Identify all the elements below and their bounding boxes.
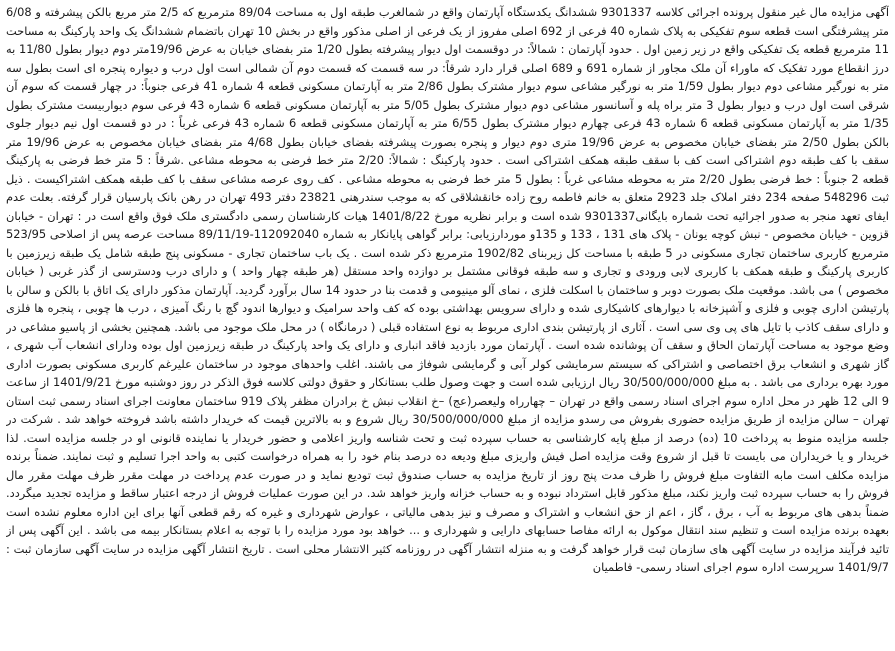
auction-notice-text: آگهی مزایده مال غیر منقول پرونده اجرائی کلاسه 9301337 ششدانگ یکدستگاه آپارتمان واقع در شمالغرب طبقه اول به مساحت 89/04 مترمربع که 2/5 متر مربع بالکن پیشرفته و 6/08 متر پیشرفتگی است قطعه سوم تفکیکی به پلاک شماره 40 فرعی از 692 اصلی مفروز از یک فرعی از اصلی مذکور واقع در بخش 10 تهران باتضمام ششدانگ یک واحد پارکینگ به مساحت 11 مترمربع قطعه یک تفکیکی واقع در زیر زمین اول . حدود آپارتمان : شمالاً: در دوقسمت اول دیوار پیشرفته بطول 1/20 متر بفضای خیابان به عرض 19/96متر دوم دیوار بطول 11/80 به درز انقطاع مورد تفکیک که ماوراء آن ملک مجاور از شماره 691 و 689 اصلی قرار دارد شرقاً: در سه قسمت که قسمت دوم آن شمالی است اول درب و دیواره پنجره ای است بطول سه متر به نورگیر مشاعی دوم دیوار بطول 1/59 متر به نورگیر مشاعی سوم دیوار مشترک بطول 2/86 متر به آپارتمان مسکونی قطعه 4 شماره 41 فرعی جنوباً: در چهار قسمت که سوم آن شرقی است اول درب و دیوار بطول 3 متر براه پله و آسانسور مشاعی دوم دیوار مشترک بطول 5/05 متر به آپارتمان مسکونی قطعه 6 شماره 43 فرعی سوم دیواربیست مشترک بطول 1/35 متر به آپارتمان مسکونی قطعه 6 شماره 43 فرعی چهارم دیوار مشترک بطول 6/55 متر به آپارتمان مسکونی قطعه 6 شماره 43 فرعی غرباً : در دو قسمت اول نیم دیوار جلوی بالکن بطول 2/50 متر بفضای خیابان مخصوص به عرض 19/96 متری دوم دیوار و پنجره بصورت پیشرفته بفضای خیابان بطول 4/68 متر بفضای خیابان مخصوص به عرض 19/96 متر سقف با کف طبقه دوم اشتراکی است کف با سقف طبقه همکف اشتراکی است . حدود پارکینگ : شمالاً: 2/20 متر خط فرضی به محوطه مشاعی .شرقاً : 5 متر خط فرضی به پارکینگ قطعه 2 جنوباً : خط فرضی بطول 2/20 متر به محوطه مشاعی غرباً : بطول 5 متر خط فرضی به محوطه مشاعی . کف روی عرصه مشاعی سقف با کف طبقه همکف اشتراکیست . ذیل ثبت 548296 صفحه 234 دفتر املاک جلد 2923 متعلق به خانم فاطمه روح زاده خانقشلاقی که به موجب سندرهنی 23821 دفتر 493 تهران در رهن بانک پارسیان قرار گرفته. بعلت عدم ایفای تعهد منجر به صدور اجرائیه تحت شماره بایگانی9301337 شده است و برابر نظریه مورخ 1401/8/22 هیات کارشناسان رسمی دادگستری ملک فوق واقع است در : تهران - خیابان قزوین - خیابان مخصوص - نبش کوچه یونان - پلاک های 131 ، 133 و 135و موردارزیابی: برابر گواهی پایانکار به شماره 112092040-89/11/19 مساحت عرصه پس از اصلاحی 523/95 مترمربع کاربری ساختمان تجاری مسکونی در 5 طبقه با مساحت کل زیربنای 1902/82 مترمربع ذکر شده است . یک باب ساختمان تجاری - مسکونی پنج طبقه شامل یک طبقه زیرزمین با کاربری پارکینگ و طبقه همکف با کاربری لابی ورودی و تجاری و سه طبقه فوقانی مشتمل بر دوازده واحد مستقل (هر طبقه چهار واحد ) و دارای درب ودسترسی از گذر غربی ( خیابان مخصوص ) می باشد. موقعیت ملک بصورت دوبر و ساختمان با اسکلت فلزی ، نمای آلو مینیومی و قدمت بنا در حدود 14 سال برآورد گردید. آپارتمان مذکور دارای یک اتاق با بالکن و سالن با پارتیشن اداری چوبی و فلزی و آشپزخانه با دیوارهای کاشیکاری شده و دارای سرویس بهداشتی بوده که کف واحد سرامیک و دیوارها اندود گچ با رنگ آمیزی ، درب ها چوبی ، پنجره ها فلزی و دارای سقف کاذب با تایل های پی وی سی است . آثاری از پارتیشن بندی اداری مربوط به نوع استفاده قبلی ( درمانگاه ) در محل ملک موجود می باشد. همچنین بخشی از پاسیو مشاعی در وضع موجود به مساحت آپارتمان الحاق و سقف آن پوشانده شده است . آپارتمان مورد بازدید فاقد انباری و دارای یک واحد پارکینگ در طبقه زیرزمین اول بوده ودارای انشعاب آب شهری ، گاز شهری و انشعاب برق اختصاصی و اشتراکی که سیستم سرمایشی کولر آبی و گرمایشی شوفاژ می باشند. اغلب واحدهای موجود در ساختمان علیرغم کاربری مسکونی بصورت اداری مورد بهره برداری می باشد . به مبلغ 30/500/000/000 ریال ارزیابی شده است و جهت وصول طلب بستانکار و حقوق دولتی کلاسه فوق الذکر در روز دوشنبه مورخ 1401/9/21 از ساعت 9 الی 12 ظهر در محل اداره سوم اجرای اسناد رسمی واقع در تهران – چهارراه ولیعصر(عج) –خ انقلاب نبش خ برادران مظفر پلاک 919 ساختمان معاونت اجرای اسناد رسمی ثبت استان تهران – سالن مزایده از طریق مزایده حضوری بفروش می رسدو مزایده از مبلغ 30/500/000/000 ریال شروع و به بالاترین قیمت که خریدار داشته باشد فروخته خواهد شد . شرکت در جلسه مزایده منوط به پرداخت 10 (ده) درصد از مبلغ پایه کارشناسی به حساب سپرده ثبت و تحت شناسه واریز اعلامی و حضور خریدار یا نماینده قانونی او در جلسه مزایده است. لذا خریدار و یا خریداران می بایست تا قبل از شروع وقت مزایده اصل فیش واریزی مبلغ ودیعه ده درصد بنام خود را به همراه درخواست کتبی به واحد اجرا تسلیم و ثبت نمایند. ضمناً برنده مزایده مکلف است مابه التفاوت مبلغ فروش را ظرف مدت پنج روز از تاریخ مزایده به حساب صندوق ثبت تودیع نماید و در صورت عدم پرداخت در مهلت مقرر ظرف مهلت مقرر مال فروش را به حساب سپرده ثبت واریز نکند، مبلغ مذکور قابل استرداد نبوده و به حساب خزانه واریز خواهد شد. در این صورت عملیات فروش از درجه اعتبار ساقط و مزایده تجدید میگردد. ضمناً بدهی های مربوط به آب ، برق ، گاز ، اعم از حق انشعاب و اشتراک و مصرف و نیز بدهی مالیاتی ، عوارض شهرداری و غیره که رقم قطعی آنها برای این اداره معلوم نشده است بعهده برنده مزایده است و تنظیم سند انتقال موکول به ارائه مفاصا حسابهای دارایی و شهرداری و ... خواهد بود مورد مزایده را با توجه به اعلام بستانکار بیمه می باشد . این آگهی پس از تائید فرآیند مزایده در سایت آگهی های سازمان ثبت قرار خواهد گرفت و به منزله انتشار آگهی در روزنامه کثیر الانتشار محلی است . تاریخ انتشار آگهی مزایده در سایت آگهی سازمان ثبت : 1401/9/7 سرپرست اداره سوم اجرای اسناد رسمی- فاطمیان	[6, 5, 889, 574]
